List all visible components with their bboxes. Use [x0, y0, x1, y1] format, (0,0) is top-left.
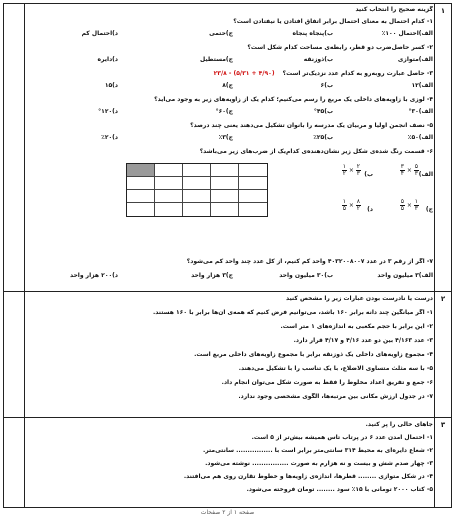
grid-cell: [183, 190, 211, 203]
grid-cell: [211, 164, 239, 177]
statement: ۱- اگر میانگین چند دانه برابر ۱۶۰ باشد، می‌توانیم فرض کنیم که همه‌ی آن‌ها برابر با ۱۶۰ هستند.: [153, 309, 433, 316]
question-text: ۲- کسر حاصل‌ضرب دو قطر، رابطه‌ی مساحت کدام شکل است؟: [247, 44, 433, 51]
question-text: ۷- اگر از رقم ۳ در عدد ۴۰۳۲۰۰۸۰۰۷ واحد کم کنیم، از کل عدد چند واحد کم می‌شود؟: [186, 258, 433, 265]
question-number: ۳: [440, 421, 446, 429]
fraction: $\frac{۳}{۴}$: [400, 163, 404, 177]
option[interactable]: الف)متوازی: [397, 56, 433, 63]
grid-cell: [211, 190, 239, 203]
shaded-grid-figure: [126, 163, 268, 217]
grid-cell: [155, 190, 183, 203]
option[interactable]: ب)۳۰ میلیون واحد: [279, 272, 333, 279]
fraction-product-option-a: $\frac{۳}{۴}$ × $\frac{۵}{۳}$: [400, 163, 418, 177]
option-label[interactable]: ب): [364, 171, 373, 178]
statement: ۵- با سه مثلث متساوی الاضلاع، با یک تناسب را با تشکیل می‌دهند.: [238, 365, 433, 372]
section-divider: [4, 417, 451, 418]
fraction: $\frac{۵}{۳}$: [414, 163, 418, 177]
fraction-product-option-d: $\frac{۱}{۵}$ × $\frac{۸}{۲}$: [342, 198, 360, 212]
option[interactable]: ج)۳ هزار واحد: [191, 272, 233, 279]
grid-cell: [183, 164, 211, 177]
option[interactable]: الف)۱۲: [411, 82, 433, 89]
blank-item: ۵- کتاب ۲۰۰۰ تومانی با ۱۵٪ سود ........ تومان فروخته می‌شود.: [246, 486, 433, 493]
section-title: جاهای خالی را پر کنید.: [365, 421, 433, 428]
options-row: [26, 134, 433, 142]
section-true-false: [26, 295, 433, 415]
fraction-product-option-c: $\frac{۵}{۵}$ × $\frac{۱}{۳}$: [400, 198, 418, 212]
blank-item: ۴- در شکل متوازی ........ قطرها، اندازه‌ی زاویه‌ها و خطوط تقارن روی هم می‌افتند.: [183, 473, 433, 480]
statement: ۶- جمع و تفریق اعداد مخلوط را فقط به صورت شکل می‌توان انجام داد.: [221, 379, 433, 386]
statement: ۴- مجموع زاویه‌های داخلی یک ذوزنقه برابر با مجموع زاویه‌های داخلی مربع است.: [194, 351, 433, 358]
option[interactable]: د)۲۰٪: [101, 134, 118, 141]
option[interactable]: ب)پنجاه پنجاه: [292, 30, 333, 37]
option[interactable]: د)۲۰۰ هزار واحد: [70, 272, 118, 279]
option-label[interactable]: الف): [418, 171, 433, 178]
question-text: ۵- نصف انجمن اولیا و مربیان یک مدرسه را بانوان تشکیل می‌دهند یعنی چند درصد؟: [190, 122, 433, 129]
option[interactable]: د)۱۵: [104, 82, 118, 89]
question-number: ۱: [440, 7, 446, 15]
option[interactable]: ب)ذوزنقه: [303, 56, 333, 63]
option[interactable]: ج)۳٪: [218, 134, 233, 141]
statement: ۲- این برابر با حجم مکعبی به اندازه‌های ۱ متر است.: [280, 323, 433, 330]
section-title: گزینه صحیح را انتخاب کنید: [355, 6, 433, 13]
grid-cell: [155, 203, 183, 216]
statement: ۳- عدد ۴/۱۶۳ بین دو عدد ۴/۱۶ و ۴/۱۷ قرار دارد.: [293, 337, 433, 344]
fraction: $\frac{۱}{۳}$: [414, 198, 418, 212]
option[interactable]: ج)۶۰°: [215, 108, 233, 115]
page-footer: صفحه ۱ از ۲ صفحات: [200, 509, 255, 516]
question-number: ۲: [440, 295, 446, 303]
question-text: [26, 70, 433, 78]
score-column: [4, 4, 25, 507]
option[interactable]: الف)احتمال ۱۰۰٪: [381, 30, 433, 37]
grid-cell: [211, 177, 239, 190]
question-text: ۴- لوزی با زاویه‌های داخلی یک مربع را رسم می‌کنیم؛ کدام یک از زاویه‌های زیر به وجود می‌آید؟: [154, 96, 433, 103]
grid-cell: [211, 203, 239, 216]
expression: (۴/۹۰ + ۵/۳۱) - ۲۳/۸: [213, 70, 275, 77]
fraction: $\frac{۵}{۵}$: [400, 198, 404, 212]
grid-cell: [239, 164, 267, 177]
options-row: [26, 272, 433, 280]
section-divider: [4, 291, 451, 292]
options-row: [26, 82, 433, 90]
grid-cell: [239, 190, 267, 203]
shaded-cell: [127, 164, 155, 177]
option[interactable]: الف)۳ میلیون واحد: [377, 272, 433, 279]
option[interactable]: ج)۸: [222, 82, 233, 89]
option-label[interactable]: ج): [425, 206, 433, 213]
option-label[interactable]: د): [367, 206, 373, 213]
option[interactable]: ب)۴۵°: [313, 108, 333, 115]
section-multiple-choice: [26, 6, 433, 290]
grid-cell: [183, 177, 211, 190]
option[interactable]: ج)حتمی: [209, 30, 233, 37]
blank-item: ۳- چهار صدم شش و بیست و نه هزارم به صورت ................ نوشته می‌شود.: [205, 460, 433, 467]
blank-item: ۲- شعاع دایره‌ای به محیط ۳۱۴ سانتی‌متر برابر است با ................ سانتی‌متر.: [202, 447, 433, 454]
grid-cell: [155, 164, 183, 177]
grid-cell: [127, 203, 155, 216]
fraction: $\frac{۱}{۵}$: [342, 198, 346, 212]
question-text: ۱- کدام احتمال به معنای احتمال برابر اتفاق افتادن یا نیفتادن است؟: [233, 18, 433, 25]
statement: ۷- در جدول ارزش مکانی بین مرتبه‌ها، الگوی مشخصی وجود ندارد.: [238, 393, 433, 400]
question-number-column: [434, 4, 451, 507]
grid-cell: [127, 190, 155, 203]
fraction-product-option-b: $\frac{۱}{۲}$ × $\frac{۲}{۳}$: [342, 163, 360, 177]
fraction: $\frac{۲}{۳}$: [356, 163, 360, 177]
options-row: [26, 56, 433, 64]
options-row: [26, 30, 433, 38]
fraction: $\frac{۱}{۲}$: [342, 163, 346, 177]
section-fill-blanks: [26, 421, 433, 507]
grid-cell: [183, 203, 211, 216]
grid-cell: [239, 177, 267, 190]
fraction: $\frac{۸}{۲}$: [356, 198, 360, 212]
grid-cell: [127, 177, 155, 190]
grid-cell: [239, 203, 267, 216]
question-text-body: ۳- حاصل عبارت روبه‌رو به کدام عدد نزدیک‌تر است؟: [282, 70, 433, 77]
grid-cell: [155, 177, 183, 190]
option[interactable]: د)۱۲۰°: [98, 108, 118, 115]
option[interactable]: د)دایره: [97, 56, 118, 63]
option[interactable]: الف)۵۰٪: [407, 134, 433, 141]
option[interactable]: ب)۲۵٪: [313, 134, 333, 141]
option[interactable]: الف)۳۰°: [408, 108, 433, 115]
question-text: ۶- قسمت رنگ شده‌ی شکل زیر نشان‌دهنده‌ی کدام‌یک از ضرب‌های زیر می‌باشد؟: [199, 148, 433, 155]
option[interactable]: ج)مستطیل: [200, 56, 233, 63]
section-title: درست یا نادرست بودن عبارات زیر را مشخص کنید: [286, 295, 433, 302]
options-row: [26, 108, 433, 116]
option[interactable]: ب)۶: [320, 82, 333, 89]
exam-sheet: [3, 3, 452, 508]
blank-item: ۱- احتمال آمدن عدد ۶ در پرتاب تاس همیشه بیش‌تر از ۵ است.: [251, 434, 433, 441]
option[interactable]: د)احتمال کم: [81, 30, 118, 37]
